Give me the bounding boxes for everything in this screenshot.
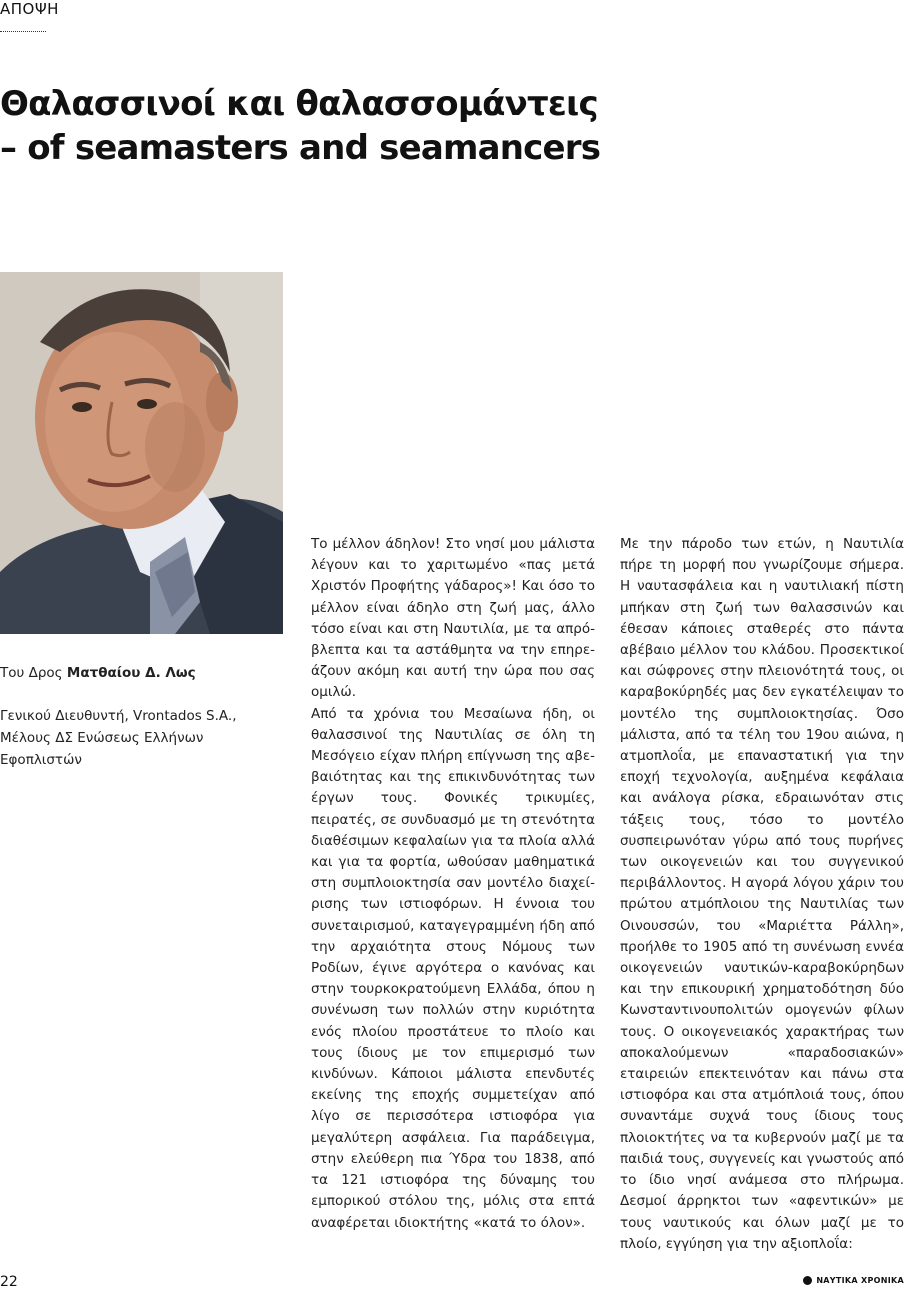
- section-divider: [0, 31, 46, 32]
- byline-prefix: Του Δρος: [0, 665, 67, 681]
- role-line-3: Εφοπλιστών: [0, 752, 82, 768]
- brand-name: ΝΑΥΤΙΚΑ ΧΡΟΝΙΚΑ: [816, 1276, 904, 1285]
- paragraph: Το μέλλον άδηλον! Στο νησί μου μάλιστα λέγουν και το χαριτωμένο «πας μετά Χριστόν Προφήτης γάδαρος»! Και όσο το μέλλον είναι άδηλο στη ζωή μας, άλλο τόσο είναι και στη Ναυτιλία, με τα απρόβλεπτα και τα αστάθμητα να την επηρεάζουν ακόμη και αυτή την ώρα που σας ομιλώ.: [311, 536, 595, 701]
- author-byline: [0, 662, 280, 684]
- author-portrait: [0, 272, 283, 634]
- author-name: Ματθαίου Δ. Λως: [66, 665, 196, 681]
- section-label: ΑΠΟΨΗ: [0, 0, 59, 18]
- author-role: [0, 705, 280, 771]
- page-number: 22: [0, 1274, 18, 1290]
- title-line-1: Θαλασσινοί και θαλασσομάντεις: [0, 84, 598, 124]
- magazine-logo-icon: [803, 1276, 812, 1285]
- magazine-brand: [803, 1276, 904, 1285]
- article-column-1: [311, 534, 595, 1234]
- article-title: [0, 82, 880, 170]
- title-line-2: – of seamasters and seamancers: [0, 128, 601, 168]
- article-column-2: [620, 534, 904, 1255]
- role-line-1: Γενικού Διευθυντή, Vrontados S.A.,: [0, 708, 237, 724]
- paragraph: Από τα χρόνια του Μεσαίωνα ήδη, οι θαλασσινοί της Ναυτιλίας σε όλη τη Μεσόγειο είχαν πλήρη επίγνωση της αβεβαιότητας και της επικινδυνότητας των έργων τους. Φονικές τρικυμίες, πειρατές, σε συνδυασμό με τη στενότητα διαθέσιμων κεφαλαίων για τα πλοία αλλά και για τα φορτία, ωθούσαν μαθηματικά στη συμπλοιοκτησία σαν μοντέλο διαχείρισης των ιστιοφόρων. Η έννοια του συνεταιρισμού, καταγεγραμμένη ήδη από την αρχαιότητα στους Νόμους των Ροδίων, έγινε αργότερα ο κανόνας και στην τουρκοκρατούμενη Ελλάδα, όπου η συνένωση των πολλών στην κυριότητα ενός πλοίου προστάτευε το πλοίο και τους ίδιους με τον επιμερισμό των κινδύνων. Κάποιοι μάλιστα επενδυτές εκείνης της εποχής συμμετείχαν από λίγο σε περισσότερα ιστιοφόρα για μεγαλύτερη ασφάλεια. Για παράδειγμα, στην ελεύθερη πια Ύδρα του 1838, από τα 121 ιστιοφόρα της δύναμης του εμπορικού στόλου της, μόλις στα επτά αναφέρεται ιδιοκτήτης «κατά το όλον».: [311, 705, 595, 1231]
- role-line-2: Μέλους ΔΣ Ενώσεως Ελλήνων: [0, 730, 204, 746]
- paragraph: Με την πάροδο των ετών, η Ναυτιλία πήρε τη μορφή που γνωρίζουμε σήμερα. Η ναυτασφάλεια και η ναυτιλιακή πίστη μπήκαν στη ζωή των θαλασσινών και έθεσαν κάποιες σταθερές στο πάντα αβέβαιο μέλλον του κλάδου. Προσεκτικοί και σώφρονες στην πλειονότητά τους, οι καραβοκύρηδές μας δεν εγκατέλειψαν το μοντέλο της συμπλοιοκτησίας. Όσο μάλιστα, από τα τέλη του 19ου αιώνα, η ατμοπλοΐα, με επαναστατική για την εποχή τεχνολογία, αυξημένα κεφάλαια και ανάλογα ρίσκα, εδραιωνόταν στις τάξεις τους, τόσο το μοντέλο συσπειρωνόταν γύρω από τους πυρήνες των οικογενειών και του συγγενικού περιβάλλοντος. Η αγορά λόγου χάριν του πρώτου ατμόπλοιου της Ναυτιλίας των Οινουσσών, του «Μαριέττα Ράλλη», προήλθε το 1905 από τη συνένωση εννέα οικογενειών ναυτικών-καραβοκύρηδων και την επικουρική χρηματοδότηση δύο Κωνσταντινουπολιτών ομογενών φίλων τους. Ο οικογενειακός χαρακτήρας των αποκαλούμενων «παραδοσιακών» εταιρειών επεκτεινόταν και πάνω στα ιστιοφόρα και στα ατμόπλοιά τους, όπου συναντάμε συχνά τους ίδιους τους πλοιοκτήτες να τα κυβερνούν μαζί με τα παιδιά τους, συγγενείς και γνωστούς από το ίδιο νησί ανάμεσα στο πλήρωμα. Δεσμοί άρρηκτοι των «αφεντικών» με τους ναυτικούς και όλων μαζί με το πλοίο, εγγύηση για την αξιοπλοΐα:: [620, 536, 904, 1252]
